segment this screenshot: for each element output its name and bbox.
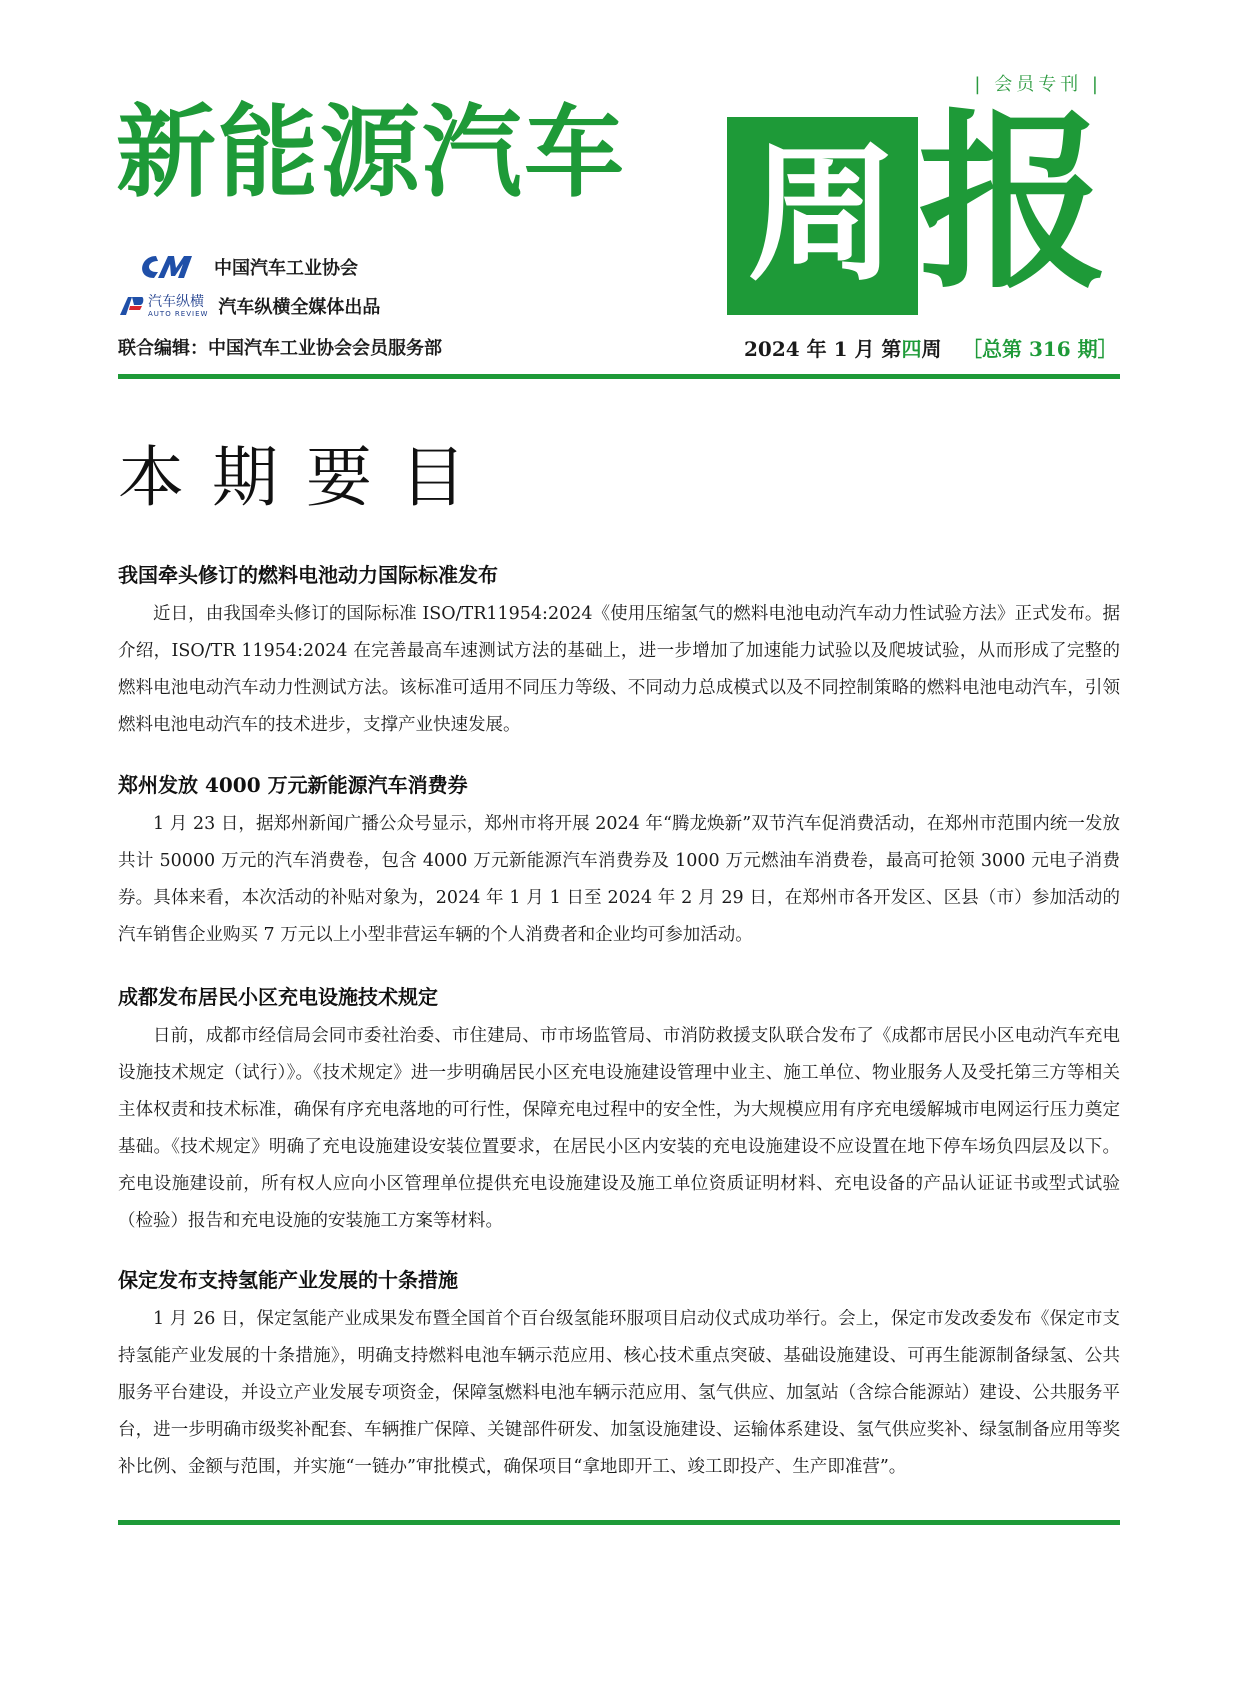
issue-date-suffix: 周	[921, 337, 942, 361]
autoreview-logo-cn: 汽车纵横	[148, 293, 204, 310]
article	[118, 982, 1120, 1240]
org-caam-name: 中国汽车工业协会	[214, 258, 358, 279]
article-title: 我国牵头修订的燃料电池动力国际标准发布	[118, 563, 498, 587]
article-title: 保定发布支持氢能产业发展的十条措施	[118, 1268, 458, 1292]
autoreview-logo-en: AUTO REVIEW	[148, 309, 209, 318]
autoreview-logo	[118, 295, 208, 318]
article-body: 1 月 23 日，据郑州新闻广播公众号显示，郑州市将开展 2024 年“腾龙焕新”双节汽车促消费活动，在郑州市范围内统一发放共计 50000 万元的汽车消费卷，包含 4000 万元新能源汽车消费券及 1000 万元燃油车消费卷，最高可抢领 3000 元电子消费券。具体来看，本次活动的补贴对象为，2024 年 1 月 1 日至 2024 年 2 月 29 日，在郑州市各开发区、区县（市）参加活动的汽车销售企业购买 7 万元以上小型非营运车辆的个人消费者和企业均可参加活动。	[118, 814, 1120, 945]
caam-logo-icon	[134, 252, 196, 282]
org-autoreview-name: 汽车纵横全媒体出品	[218, 297, 381, 318]
org-autoreview-row	[118, 293, 380, 319]
member-edition-tag: | 会员专刊 |	[974, 74, 1102, 95]
article-title: 郑州发放 4000 万元新能源汽车消费券	[118, 773, 468, 797]
article-body: 日前，成都市经信局会同市委社治委、市住建局、市市场监管局、市消防救援支队联合发布了《成都市居民小区电动汽车充电设施技术规定（试行）》。《技术规定》进一步明确居民小区充电设施建设管理中业主、施工单位、物业服务人及受托第三方等相关主体权责和技术标准，确保有序充电落地的可行性，保障充电过程中的安全性，为大规模应用有序充电缓解城市电网运行压力奠定基础。《技术规定》明确了充电设施建设安装位置要求，在居民小区内安装的充电设施建设不应设置在地下停车场负四层及以下。充电设施建设前，所有权人应向小区管理单位提供充电设施建设及施工单位资质证明材料、充电设备的产品认证证书或型式试验（检验）报告和充电设施的安装施工方案等材料。	[118, 1026, 1120, 1231]
article-body: 1 月 26 日，保定氢能产业成果发布暨全国首个百台级氢能环服项目启动仪式成功举行。会上，保定市发改委发布《保定市支持氢能产业发展的十条措施》，明确支持燃料电池车辆示范应用、核心技术重点突破、基础设施建设、可再生能源制备绿氢、公共服务平台建设，并设立产业发展专项资金，保障氢燃料电池车辆示范应用、氢气供应、加氢站（含综合能源站）建设、公共服务平台，进一步明确市级奖补配套、车辆推广保障、关键部件研发、加氢设施建设、运输体系建设、氢气供应奖补、绿氢制备应用等奖补比例、金额与范围，并实施“一链办”审批模式，确保项目“拿地即开工、竣工即投产、生产即准营”。	[118, 1309, 1120, 1477]
header-divider	[118, 374, 1120, 379]
article	[118, 770, 1120, 954]
footer-divider	[118, 1520, 1120, 1525]
article	[118, 560, 1120, 744]
masthead-bao-char: 报	[918, 91, 1109, 314]
org-caam-row	[134, 252, 358, 282]
article-body: 近日，由我国牵头修订的国际标准 ISO/TR11954:2024《使用压缩氢气的燃料电池电动汽车动力性试验方法》正式发布。据介绍，ISO/TR 11954:2024 在完善最高车速测试方法的基础上，进一步增加了加速能力试验以及爬坡试验，从而形成了完整的燃料电池电动汽车动力性测试方法。该标准可适用不同压力等级、不同动力总成模式以及不同控制策略的燃料电池电动汽车，引领燃料电池电动汽车的技术进步，支撑产业快速发展。	[118, 604, 1120, 735]
total-issue-number: ［总第 316 期］	[962, 337, 1118, 361]
article-title: 成都发布居民小区充电设施技术规定	[118, 985, 438, 1009]
issue-date-prefix: 2024 年 1 月 第	[744, 337, 902, 361]
masthead-box	[727, 117, 918, 315]
autoreview-logo-icon	[118, 295, 144, 317]
joint-editor: 联合编辑：中国汽车工业协会会员服务部	[118, 338, 442, 359]
article	[118, 1265, 1120, 1486]
section-title: 本期要目	[118, 439, 494, 516]
issue-week-number: 四	[901, 337, 922, 361]
issue-date	[744, 333, 941, 362]
masthead-box-char: 周	[747, 126, 898, 302]
masthead-title: 新能源汽车	[116, 94, 626, 211]
